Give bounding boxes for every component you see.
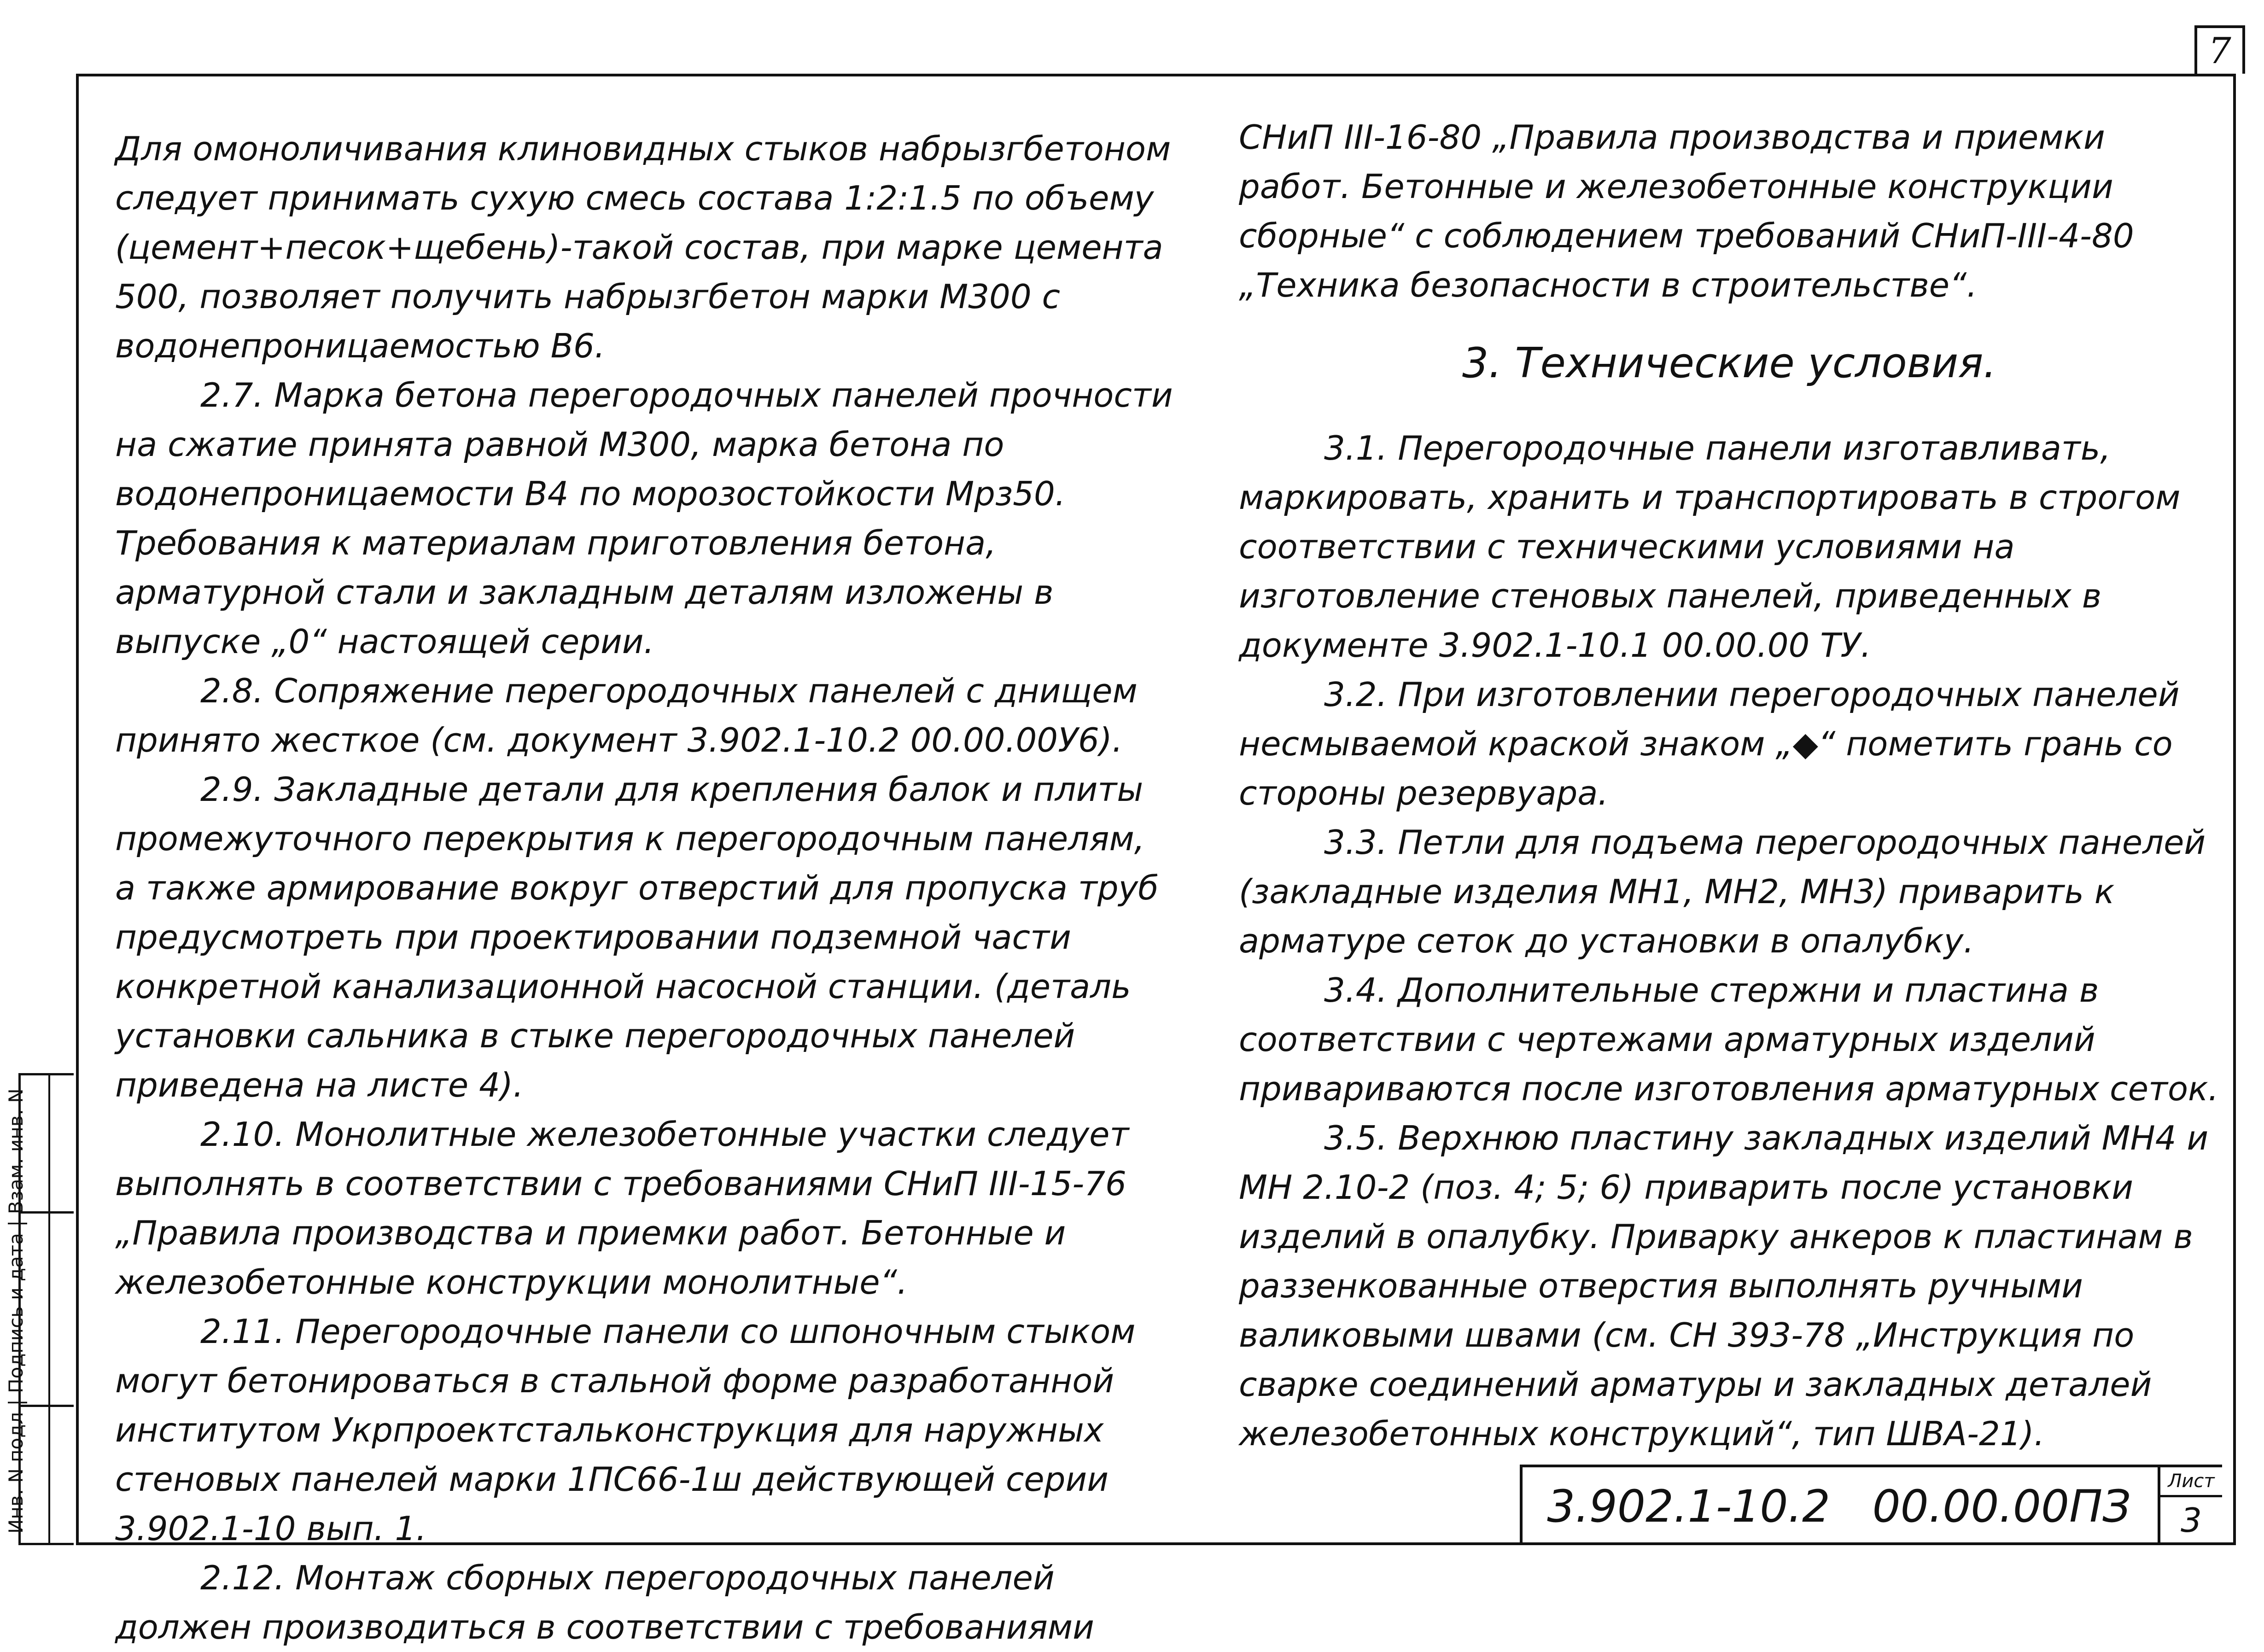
page-number: 7 <box>2208 30 2231 72</box>
paragraph-2-9: 2.9. Закладные детали для крепления балок и плиты промежуточного перекрытия к перегородочным панелям, а также армирование вокруг отверстий для пропуска труб предусмотреть при проектировании подземной части конкретной канализационной насосной станции. (деталь установки сальника в стыке перегородочных панелей приведена на листе 4). <box>115 770 1159 1104</box>
paragraph-2-10: 2.10. Монолитные железобетонные участки следует выполнять в соответствии с требованиями СНиП III-15-76 „Правила производства и приемки работ. Бетонные и железобетонные конструкции монолитные“. <box>115 1115 1129 1302</box>
paragraph-2-7: 2.7. Марка бетона перегородочных панелей прочности на сжатие принята равной М300, марка бетона по водонепроницаемости В4 по морозостойкости Мрз50. Требования к материалам приготовления бетона, арматурной стали и закладным деталям изложены в выпуске „0“ настоящей серии. <box>115 376 1173 661</box>
paragraph-3-5: 3.5. Верхнюю пластину закладных изделий МН4 и МН 2.10-2 (поз. 4; 5; 6) приварить после установки изделий в опалубку. Приварку анкеров к пластинам в раззенкованные отверстия выполнять ручными валиковыми швами (см. СН 393-78 „Инструкция по сварке соединений арматуры и закладных деталей железобетонных конструкций“, тип ШВА-21). <box>1239 1119 2209 1453</box>
paragraph-continuation: СНиП III-16-80 „Правила производства и приемки работ. Бетонные и железобетонные конструкции сборные“ с соблюдением требований СНиП-III-4-80 „Техника безопасности в строительстве“. <box>1239 118 2134 304</box>
sheet-number: 3 <box>2181 1501 2202 1540</box>
title-block <box>1520 1465 2222 1545</box>
right-column <box>1239 113 2220 1459</box>
side-strip-text: Инв. N подл | Подпись и дата | Взам. инв. N <box>5 1088 27 1534</box>
side-strip <box>5 1073 74 1545</box>
document-code: 3.902.1-10.2 00.00.00ПЗ <box>1547 1480 2131 1532</box>
section-heading: 3. Технические условия. <box>1462 339 1996 387</box>
sheet-box <box>2158 1467 2222 1545</box>
paragraph-2-11: 2.11. Перегородочные панели со шпоночным стыком могут бетонироваться в стальной форме разработанной институтом Укрпроектстальконструкция для наружных стеновых панелей марки 1ПС66-1ш действующей серии 3.902.1-10 вып. 1. <box>115 1312 1136 1548</box>
paragraph-2-12: 2.12. Монтаж сборных перегородочных панелей должен производиться в соответствии с требованиями <box>115 1559 1094 1646</box>
page-number-box <box>2194 25 2245 74</box>
paragraph-3-3: 3.3. Петли для подъема перегородочных панелей (закладные изделия МН1, МН2, МН3) приварить к арматуре сеток до установки в опалубку. <box>1239 823 2206 960</box>
paragraph-2-8: 2.8. Сопряжение перегородочных панелей с днищем принято жесткое (см. документ 3.902.1-10.2 00.00.00У6). <box>115 671 1138 759</box>
paragraph-3-2: 3.2. При изготовлении перегородочных панелей несмываемой краской знаком „◆“ пометить грань со стороны резервуара. <box>1239 675 2180 812</box>
paragraph-3-1: 3.1. Перегородочные панели изготавливать, маркировать, хранить и транспортировать в строгом соответствии с техническими условиями на изготовление стеновых панелей, приведенных в документе 3.902.1-10.1 00.00.00 ТУ. <box>1239 429 2181 665</box>
paragraph-3-4: 3.4. Дополнительные стержни и пластина в соответствии с чертежами арматурных изделий привариваются после изготовления арматурных сеток. <box>1239 971 2219 1108</box>
sheet-label: Лист <box>2160 1467 2222 1497</box>
left-column <box>115 124 1174 1652</box>
paragraph-intro: Для омоноличивания клиновидных стыков набрызгбетоном следует принимать сухую смесь состава 1:2:1.5 по объему (цемент+песок+щебень)-такой состав, при марке цемента 500, позволяет получить набрызгбетон марки М300 с водонепроницаемостью В6. <box>115 129 1171 365</box>
